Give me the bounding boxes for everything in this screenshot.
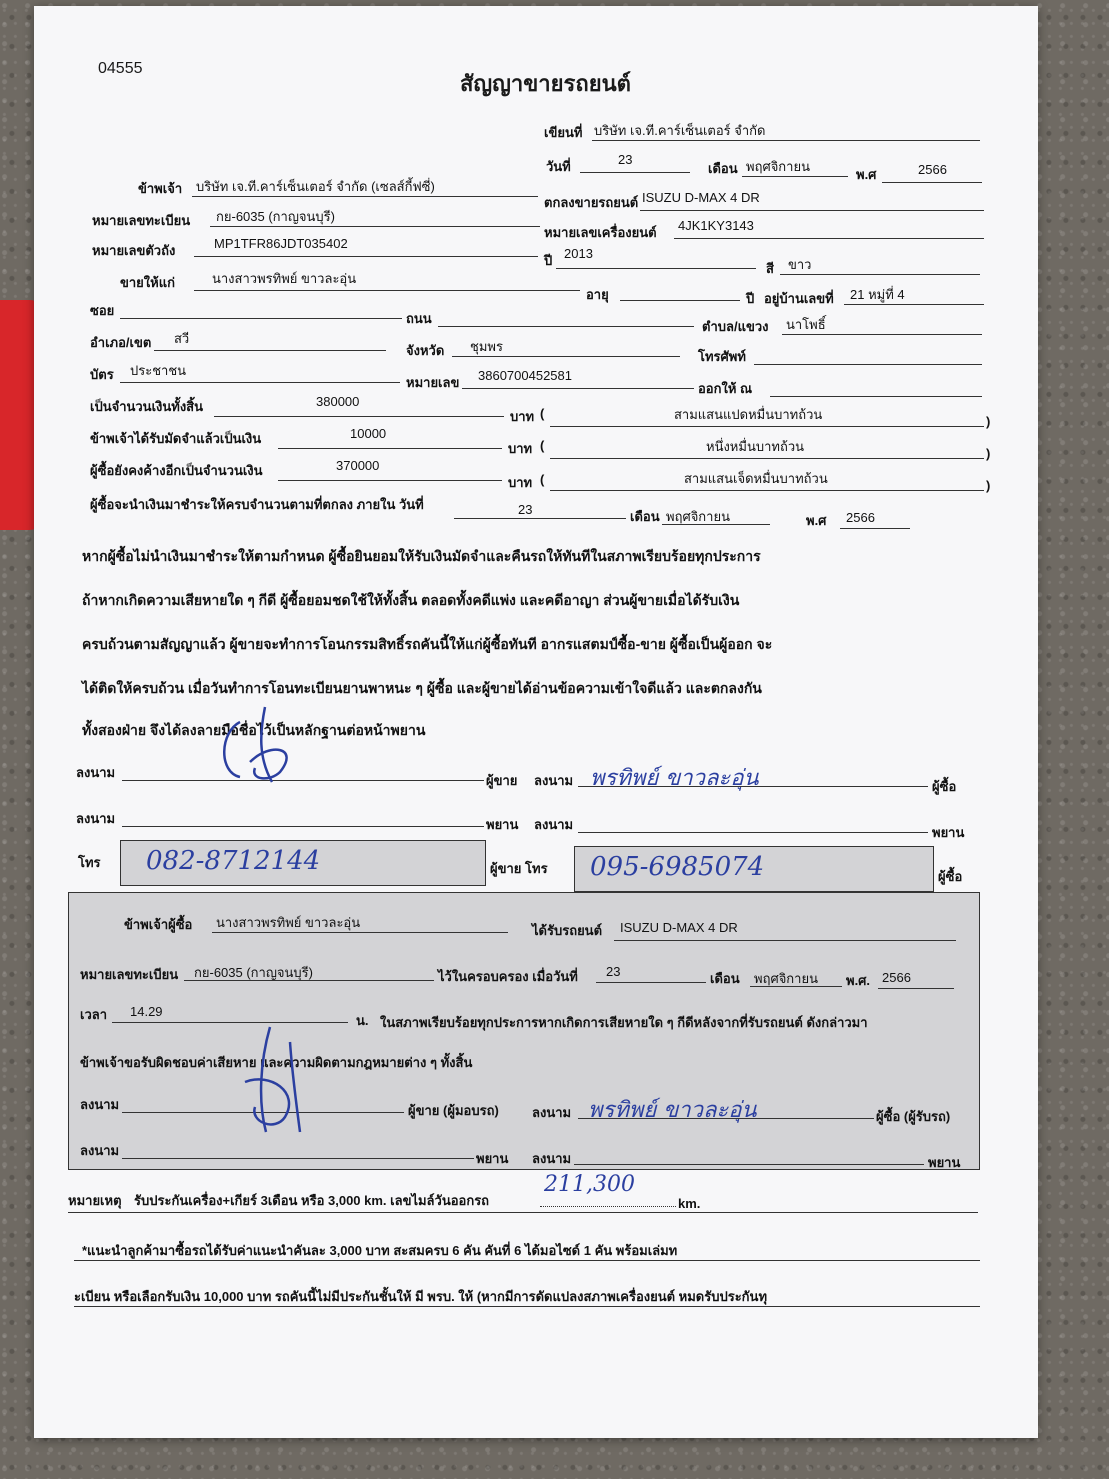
issued-line bbox=[770, 396, 982, 397]
owed-baht: บาท bbox=[508, 475, 533, 490]
receipt-buyer: นางสาวพรทิพย์ ขาวละอุ่น bbox=[216, 915, 361, 930]
date-line bbox=[580, 172, 690, 173]
card-type: ประชาชน bbox=[130, 363, 187, 378]
month-value: พฤศจิกายน bbox=[746, 159, 810, 174]
plate-label: หมายเลขทะเบียน bbox=[92, 213, 191, 228]
document-title: สัญญาขายรถยนต์ bbox=[460, 71, 631, 96]
age-unit: ปี bbox=[746, 291, 755, 306]
note-underline-1 bbox=[68, 1212, 978, 1213]
witness-2-role: พยาน bbox=[932, 825, 965, 840]
note-text: รับประกันเครื่อง+เกียร์ 3เดือน หรือ 3,000 km. เลขไมล์วันออกรถ bbox=[134, 1193, 490, 1208]
owed-label: ผู้ซื้อยังคงค้างอีกเป็นจำนวนเงิน bbox=[90, 463, 263, 478]
seller-label: ข้าพเจ้า bbox=[138, 181, 183, 196]
deposit-baht: บาท bbox=[508, 441, 533, 456]
deposit-open-paren: ( bbox=[540, 438, 545, 453]
buyer-name: นางสาวพรทิพย์ ขาวละอุ่น bbox=[212, 271, 357, 286]
year-label: พ.ศ bbox=[856, 167, 877, 182]
receipt-seller-role: ผู้ขาย (ผู้มอบรถ) bbox=[408, 1103, 499, 1118]
witness-2-line bbox=[578, 832, 928, 833]
receipt-seller-signature bbox=[230, 1022, 320, 1142]
engine-value: 4JK1KY3143 bbox=[678, 218, 754, 233]
car-model: ISUZU D-MAX 4 DR bbox=[642, 190, 760, 205]
mileage-line bbox=[540, 1206, 676, 1207]
seller-signature bbox=[210, 702, 320, 792]
pay-year: 2566 bbox=[846, 510, 875, 525]
seller-phone-label: ผู้ขาย โทร bbox=[490, 861, 548, 876]
written-at-value: บริษัท เจ.ที.คาร์เซ็นเตอร์ จำกัด bbox=[594, 123, 766, 138]
owed-words: สามแสนเจ็ดหมื่นบาทถ้วน bbox=[684, 471, 828, 486]
receipt-car: ISUZU D-MAX 4 DR bbox=[620, 920, 738, 935]
car-year-value: 2013 bbox=[564, 246, 593, 261]
sign-label-buyer: ลงนาม bbox=[534, 773, 574, 788]
paragraph-line-1: หากผู้ซื้อไม่นำเงินมาชำระให้ตามกำหนด ผู้ซื้อยินยอมให้รับเงินมัดจำและคืนรถให้ทันทีในสภาพเรียบร้อยทุกประการ bbox=[82, 548, 761, 564]
receipt-witness-1-role: พยาน bbox=[476, 1151, 509, 1166]
receipt-sign-label-seller: ลงนาม bbox=[80, 1097, 120, 1112]
buyer-phone: 095-6985074 bbox=[590, 852, 765, 882]
receipt-witness-2-line bbox=[574, 1164, 924, 1165]
total-value: 380000 bbox=[316, 394, 360, 409]
owed-close-paren: ) bbox=[986, 478, 991, 493]
province-value: ชุมพร bbox=[470, 339, 503, 354]
note-2: *แนะนำลูกค้ามาซื้อรถได้รับค่าแนะนำคันละ 3,000 บาท สะสมครบ 6 คัน คันที่ 6 ได้มอไซด์ 1 คัน พร้อมเล่มท bbox=[82, 1243, 678, 1258]
province-line bbox=[452, 356, 680, 357]
seller-role: ผู้ขาย bbox=[486, 773, 518, 788]
id-label: หมายเลข bbox=[406, 375, 460, 390]
pay-day-line bbox=[454, 518, 626, 519]
total-open-paren: ( bbox=[540, 406, 545, 421]
owed-words-line bbox=[550, 490, 984, 491]
receipt-buyer-line bbox=[212, 932, 508, 933]
engine-label: หมายเลขเครื่องยนต์ bbox=[544, 225, 657, 240]
id-value: 3860700452581 bbox=[478, 368, 572, 383]
seller-phone: 082-8712144 bbox=[146, 846, 321, 876]
receipt-year-line bbox=[878, 988, 954, 989]
road-label: ถนน bbox=[406, 311, 432, 326]
card-line bbox=[120, 382, 400, 383]
month-line bbox=[742, 176, 848, 177]
contract-paper bbox=[34, 6, 1038, 1438]
receipt-text-2: ข้าพเจ้าขอรับผิดชอบค่าเสียหาย และความผิดตามกฎหมายต่าง ๆ ทั้งสิ้น bbox=[80, 1055, 473, 1070]
receipt-text-1: ในสภาพเรียบร้อยทุกประการหากเกิดการเสียหายใด ๆ กีดีหลังจากที่รับรถยนต์ ดังกล่าวมา bbox=[380, 1015, 868, 1030]
note-underline-2 bbox=[74, 1260, 980, 1261]
province-label: จังหวัด bbox=[406, 343, 445, 358]
date-day: 23 bbox=[618, 152, 633, 167]
chassis-value: MP1TFR86JDT035402 bbox=[214, 236, 348, 251]
paragraph-line-3: ครบถ้วนตามสัญญาแล้ว ผู้ขายจะทำการโอนกรรมสิทธิ์รถคันนี้ให้แก่ผู้ซื้อทันที อากรแสตมป์ซื้อ-ขาย ผู้ซื้อเป็นผู้ออก จะ bbox=[82, 636, 773, 652]
color-value: ขาว bbox=[788, 257, 812, 272]
district-label: อำเภอ/เขต bbox=[90, 335, 152, 350]
car-year-line bbox=[556, 268, 756, 269]
subdistrict-value: นาโพธิ์ bbox=[786, 317, 826, 332]
receipt-time: 14.29 bbox=[130, 1004, 163, 1019]
receipt-year: 2566 bbox=[882, 970, 911, 985]
total-words-line bbox=[550, 426, 984, 427]
total-line bbox=[214, 416, 504, 417]
buyer-sign-line bbox=[578, 786, 928, 787]
receipt-year-label: พ.ศ. bbox=[846, 973, 871, 988]
receipt-buyer-signature: พรทิพย์ ขาวละอุ่น bbox=[588, 1098, 757, 1123]
receipt-plate-label: หมายเลขทะเบียน bbox=[80, 967, 179, 982]
deposit-line bbox=[278, 448, 502, 449]
witness-1-role: พยาน bbox=[486, 817, 519, 832]
car-model-line bbox=[640, 210, 984, 211]
total-words: สามแสนแปดหมื่นบาทถ้วน bbox=[674, 407, 823, 422]
pay-month-label: เดือน bbox=[630, 509, 660, 524]
owed-value: 370000 bbox=[336, 458, 380, 473]
house-label: อยู่บ้านเลขที่ bbox=[764, 291, 834, 306]
total-label: เป็นจำนวนเงินทั้งสิ้น bbox=[90, 399, 203, 414]
age-label: อายุ bbox=[586, 287, 609, 302]
receipt-day-line bbox=[596, 982, 706, 983]
receipt-received-label: ได้รับรถยนต์ bbox=[532, 923, 603, 938]
sign-label-seller: ลงนาม bbox=[76, 765, 116, 780]
receipt-plate: กย-6035 (กาญจนบุรี) bbox=[194, 965, 313, 980]
paragraph-line-2: ถ้าหากเกิดความเสียหายใด ๆ กีดี ผู้ซื้อยอมชดใช้ให้ทั้งสิ้น ตลอดทั้งคดีแพ่ง และคดีอาญา ส่วนผู้ขายเมื่อได้รับเงิน bbox=[82, 592, 740, 608]
receipt-sign-label-witness-2: ลงนาม bbox=[532, 1151, 572, 1166]
car-year-label: ปี bbox=[544, 253, 553, 268]
receipt-buyer-role: ผู้ซื้อ (ผู้รับรถ) bbox=[876, 1109, 951, 1124]
receipt-witness-1-line bbox=[122, 1158, 474, 1159]
district-line bbox=[154, 350, 386, 351]
year-line bbox=[882, 182, 982, 183]
subdistrict-label: ตำบล/แขวง bbox=[702, 319, 769, 334]
document-number: 04555 bbox=[98, 60, 143, 77]
note-label: หมายเหตุ bbox=[68, 1193, 122, 1208]
pay-year-line bbox=[840, 528, 910, 529]
deposit-words: หนึ่งหมื่นบาทถ้วน bbox=[706, 439, 805, 454]
plate-value: กย-6035 (กาญจนบุรี) bbox=[216, 209, 335, 224]
receipt-month: พฤศจิกายน bbox=[754, 971, 818, 986]
witness-1-line bbox=[122, 826, 484, 827]
written-at-line bbox=[592, 140, 980, 141]
owed-line bbox=[278, 480, 502, 481]
buyer-signature: พรทิพย์ ขาวละอุ่น bbox=[590, 766, 759, 791]
total-close-paren: ) bbox=[986, 414, 991, 429]
receipt-witness-2-role: พยาน bbox=[928, 1155, 961, 1170]
chassis-label: หมายเลขตัวถัง bbox=[92, 243, 176, 258]
mileage: 211,300 bbox=[544, 1172, 635, 1197]
receipt-possession-label: ไว้ในครอบครอง เมื่อวันที่ bbox=[438, 969, 578, 984]
pay-day: 23 bbox=[518, 502, 533, 517]
sign-label-witness-1: ลงนาม bbox=[76, 811, 116, 826]
sign-label-witness-2: ลงนาม bbox=[534, 817, 574, 832]
receipt-time-unit: น. bbox=[356, 1013, 369, 1028]
paragraph-line-4: ได้ติดให้ครบถ้วน เมื่อวันทำการโอนทะเบียนยานพาหนะ ๆ ผู้ซื้อ และผู้ขายได้อ่านข้อความเข้าใจดีแล้ว และตกลงกัน bbox=[82, 680, 762, 696]
sell-to-label: ขายให้แก่ bbox=[120, 275, 175, 290]
month-label: เดือน bbox=[708, 161, 738, 176]
phone-label: โทรศัพท์ bbox=[698, 349, 746, 364]
date-label: วันที่ bbox=[546, 159, 571, 174]
color-label: สี bbox=[766, 261, 774, 276]
house-line bbox=[844, 304, 984, 305]
deposit-words-line bbox=[550, 458, 984, 459]
issued-label: ออกให้ ณ bbox=[698, 381, 753, 396]
receipt-sign-label-witness-1: ลงนาม bbox=[80, 1143, 120, 1158]
receipt-sign-label-buyer: ลงนาม bbox=[532, 1105, 572, 1120]
deposit-label: ข้าพเจ้าได้รับมัดจำแล้วเป็นเงิน bbox=[90, 431, 262, 446]
pay-year-label: พ.ศ bbox=[806, 513, 827, 528]
written-at-label: เขียนที่ bbox=[544, 125, 583, 140]
agree-label: ตกลงขายรถยนต์ bbox=[544, 195, 639, 210]
seller-line bbox=[192, 196, 538, 197]
receipt-month-label: เดือน bbox=[710, 971, 740, 986]
buyer-line bbox=[194, 290, 580, 291]
road-line bbox=[438, 326, 694, 327]
id-line bbox=[462, 388, 694, 389]
buyer-role: ผู้ซื้อ bbox=[932, 779, 957, 794]
seller-value: บริษัท เจ.ที.คาร์เซ็นเตอร์ จำกัด (เซลส์กี้ฟซี่) bbox=[196, 179, 435, 194]
chassis-line bbox=[194, 256, 538, 257]
card-label: บัตร bbox=[90, 367, 114, 382]
total-baht: บาท bbox=[510, 409, 535, 424]
receipt-time-label: เวลา bbox=[80, 1007, 108, 1022]
soi-label: ซอย bbox=[90, 303, 115, 318]
owed-open-paren: ( bbox=[540, 472, 545, 487]
pay-within-label: ผู้ซื้อจะนำเงินมาชำระให้ครบจำนวนตามที่ตกลง ภายใน วันที่ bbox=[90, 497, 424, 512]
km-unit: km. bbox=[678, 1196, 701, 1211]
phone-line bbox=[754, 364, 982, 365]
note-underline-3 bbox=[74, 1306, 980, 1307]
receipt-buyer-sign-line bbox=[578, 1118, 874, 1119]
color-line bbox=[780, 274, 980, 275]
receipt-car-line bbox=[614, 940, 956, 941]
plate-line bbox=[210, 226, 540, 227]
pay-month: พฤศจิกายน bbox=[666, 509, 730, 524]
buyer-phone-role: ผู้ซื้อ bbox=[938, 869, 963, 884]
paragraph-line-5: ทั้งสองฝ่าย จึงได้ลงลายมือชื่อไว้เป็นหลักฐานต่อหน้าพยาน bbox=[82, 722, 426, 738]
pay-month-line bbox=[662, 524, 770, 525]
deposit-close-paren: ) bbox=[986, 446, 991, 461]
age-line bbox=[620, 300, 740, 301]
deposit-value: 10000 bbox=[350, 426, 387, 441]
receipt-month-line bbox=[750, 986, 842, 987]
receipt-plate-line bbox=[184, 980, 434, 981]
phone-short-label: โทร bbox=[78, 855, 101, 870]
house-value: 21 หมู่ที่ 4 bbox=[850, 287, 905, 302]
receipt-day: 23 bbox=[606, 964, 621, 979]
year-value: 2566 bbox=[918, 162, 947, 177]
soi-line bbox=[120, 318, 402, 319]
engine-line bbox=[674, 238, 984, 239]
receipt-buyer-label: ข้าพเจ้าผู้ซื้อ bbox=[124, 917, 193, 932]
district-value: สวี bbox=[174, 331, 190, 346]
note-3: ะเบียน หรือเลือกรับเงิน 10,000 บาท รถคันนี้ไม่มีประกันชั้นให้ มี พรบ. ให้ (หากมีการดัดแปลงสภาพเครื่องยนต์ หมดรับประกันทุ bbox=[74, 1289, 768, 1304]
subdistrict-line bbox=[782, 334, 982, 335]
